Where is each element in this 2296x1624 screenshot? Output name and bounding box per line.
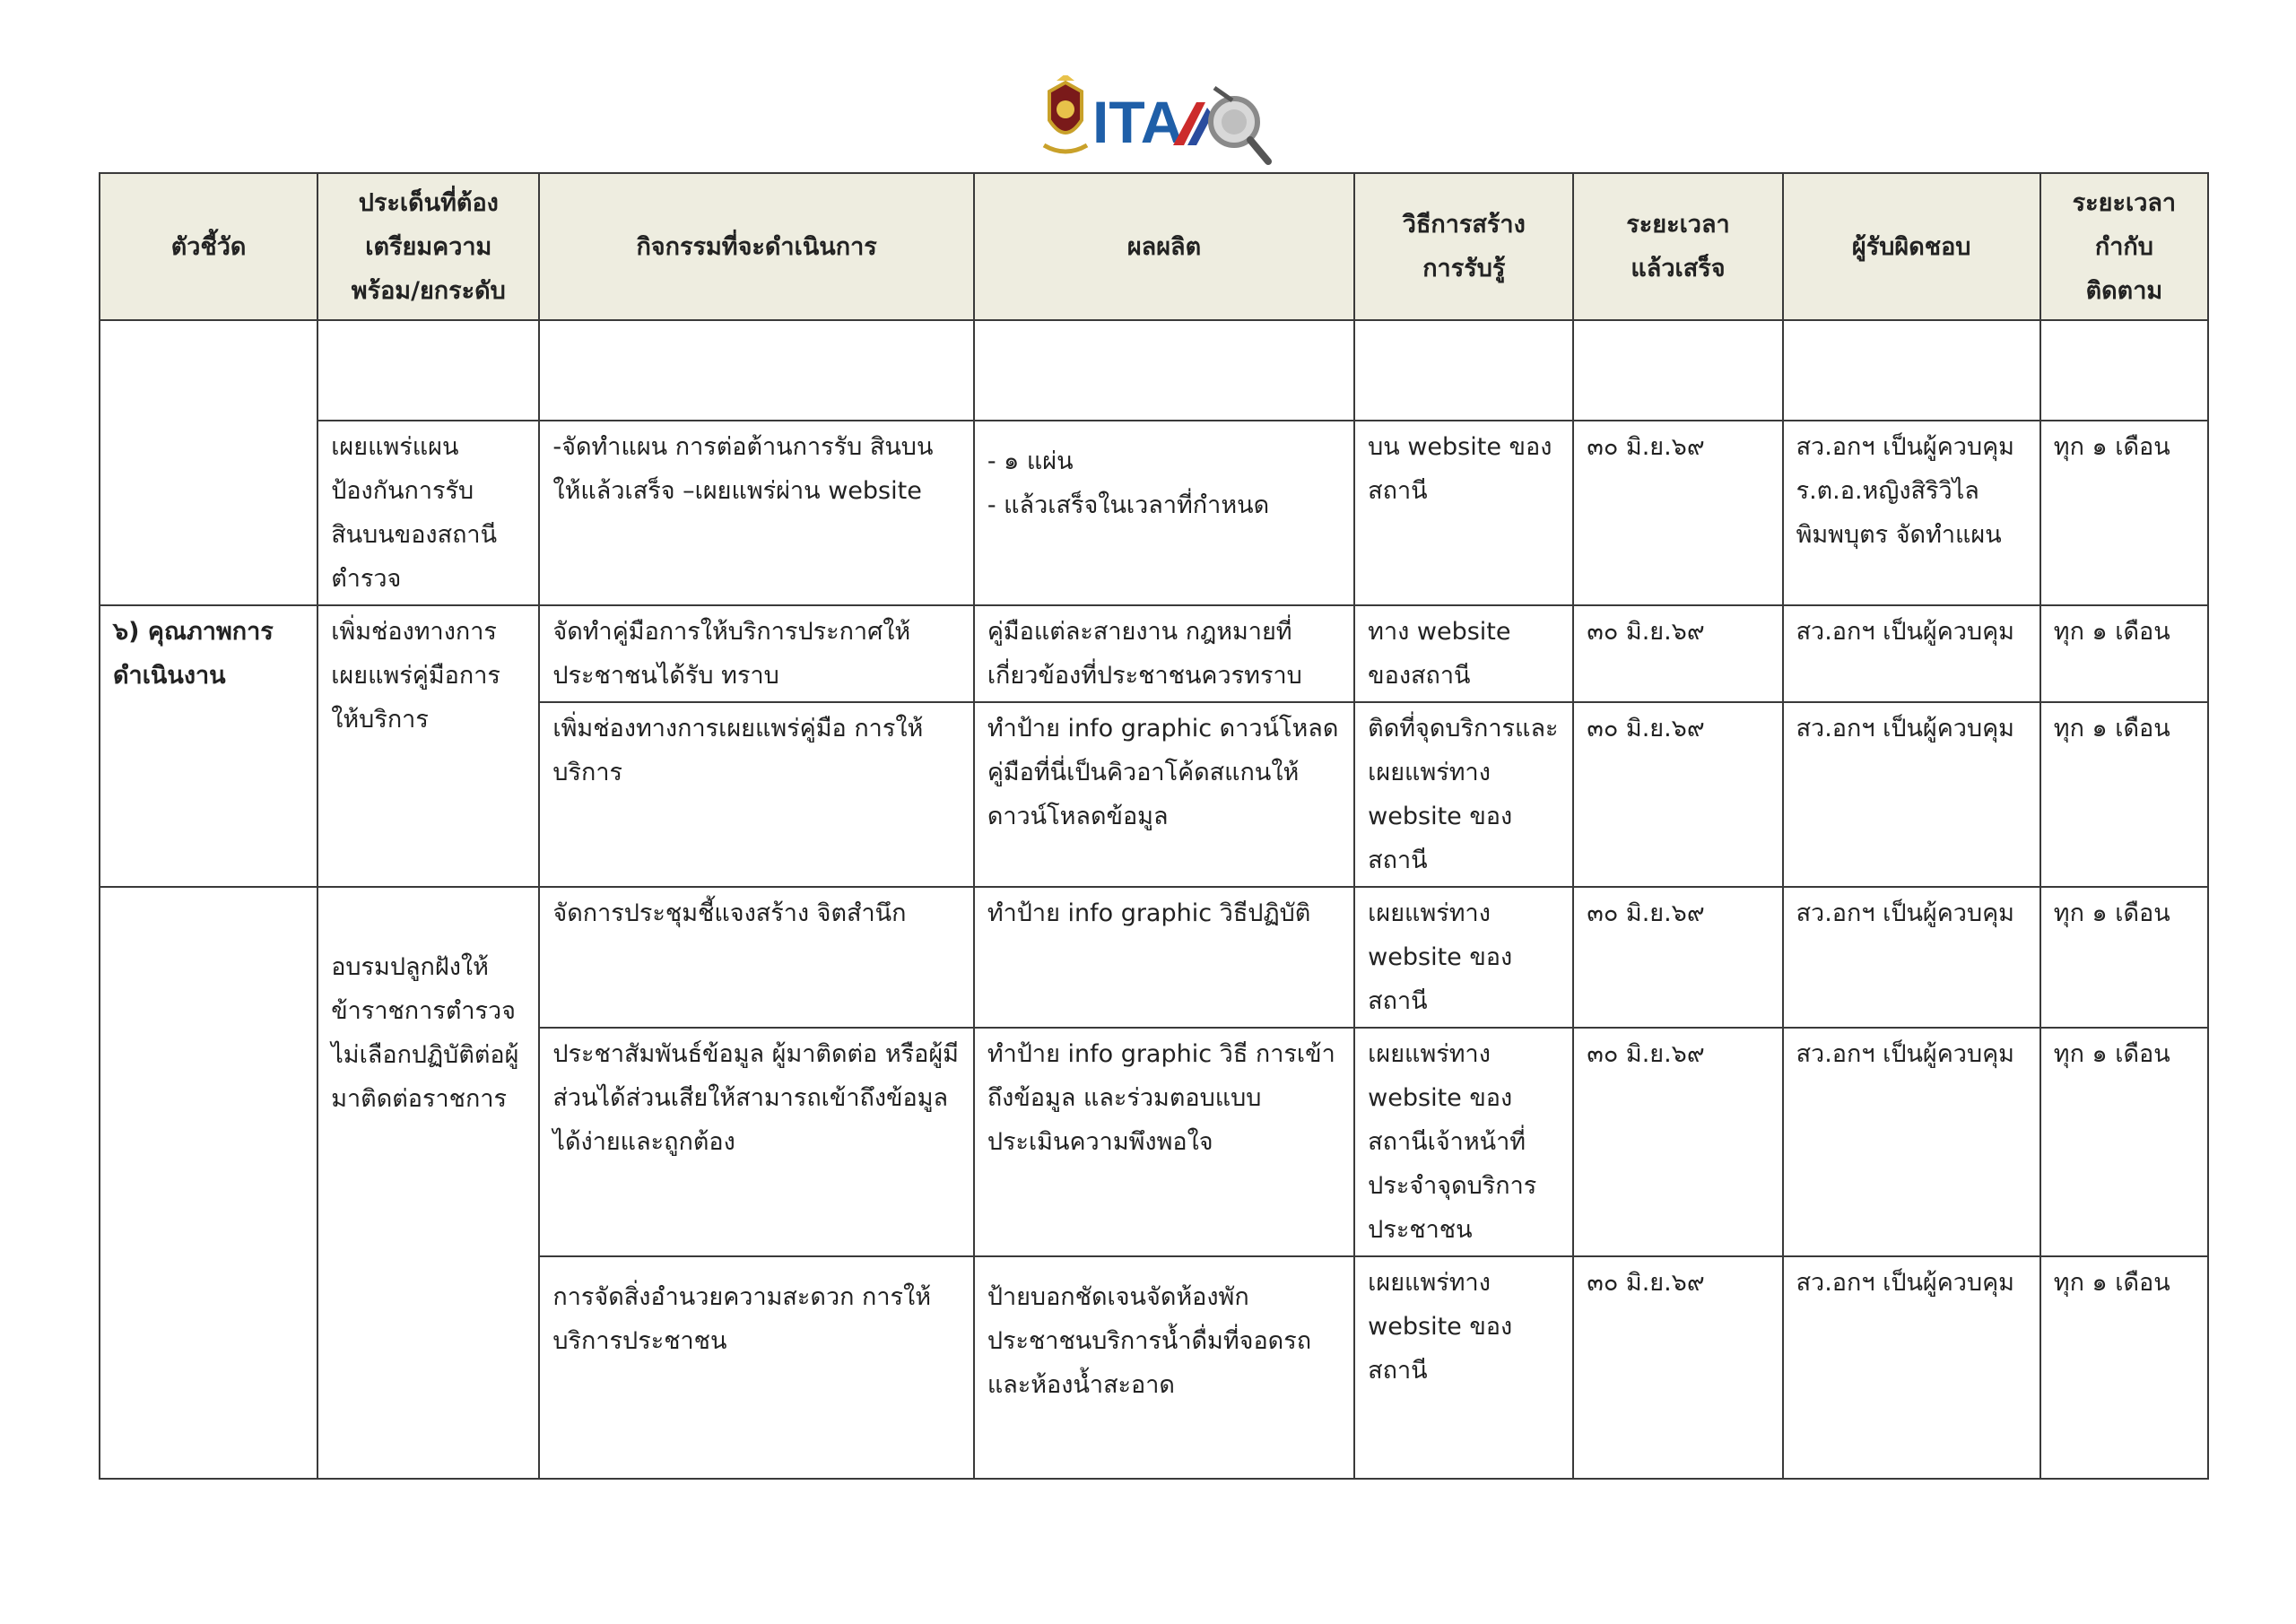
output-cell: ทำป้าย info graphic ดาวน์โหลด คู่มือที่นี่เป็นคิวอาโค้ดสแกนให้ดาวน์โหลดข้อมูล bbox=[974, 702, 1354, 887]
deadline-cell: ๓๐ มิ.ย.๖๙ bbox=[1573, 1028, 1782, 1256]
indicator-cell: ๖) คุณภาพการดำเนินงาน bbox=[100, 605, 317, 887]
method-cell: ทาง website ของสถานี bbox=[1354, 605, 1573, 702]
table-row bbox=[100, 421, 2208, 605]
owner-cell: สว.อกฯ เป็นผู้ควบคุม bbox=[1783, 887, 2040, 1028]
header-method: วิธีการสร้าง การรับรู้ bbox=[1354, 173, 1573, 320]
follow-cell: ทุก ๑ เดือน bbox=[2040, 887, 2208, 1028]
deadline-cell: ๓๐ มิ.ย.๖๙ bbox=[1573, 887, 1782, 1028]
header-row bbox=[100, 173, 2208, 320]
activity-cell bbox=[539, 320, 973, 421]
method-cell: ติดที่จุดบริการและเผยแพร่ทาง website ของสถานี bbox=[1354, 702, 1573, 887]
issue-cell: อบรมปลูกฝังให้ข้าราชการตำรวจไม่เลือกปฏิบัติต่อผู้มาติดต่อราชการ bbox=[317, 887, 539, 1479]
method-cell: เผยแพร่ทาง website ของสถานี bbox=[1354, 887, 1573, 1028]
header-follow-up: ระยะเวลา กำกับ ติดตาม bbox=[2040, 173, 2208, 320]
deadline-cell bbox=[1573, 320, 1782, 421]
output-cell: ทำป้าย info graphic วิธี การเข้าถึงข้อมูล และร่วมตอบแบบประเมินความพึงพอใจ bbox=[974, 1028, 1354, 1256]
method-cell bbox=[1354, 320, 1573, 421]
deadline-cell: ๓๐ มิ.ย.๖๙ bbox=[1573, 702, 1782, 887]
owner-cell: สว.อกฯ เป็นผู้ควบคุม bbox=[1783, 702, 2040, 887]
issue-cell: เผยแพร่แผนป้องกันการรับสินบนของสถานีตำรวจ bbox=[317, 421, 539, 605]
output-line: - ๑ แผ่น bbox=[987, 447, 1074, 475]
method-cell: เผยแพร่ทาง website ของสถานี bbox=[1354, 1256, 1573, 1479]
owner-cell: สว.อกฯ เป็นผู้ควบคุม bbox=[1783, 1028, 2040, 1256]
owner-line: พิมพบุตร จัดทำแผน bbox=[1796, 521, 2002, 549]
activity-cell: เพิ่มช่องทางการเผยแพร่คู่มือ การให้บริการ bbox=[539, 702, 973, 887]
header-issue: ประเด็นที่ต้อง เตรียมความ พร้อม/ยกระดับ bbox=[317, 173, 539, 320]
owner-line: ร.ต.อ.หญิงสิริวิไล bbox=[1796, 477, 1979, 505]
owner-line: สว.อกฯ เป็นผู้ควบคุม bbox=[1796, 433, 2014, 461]
follow-cell: ทุก ๑ เดือน bbox=[2040, 1256, 2208, 1479]
follow-cell: ทุก ๑ เดือน bbox=[2040, 421, 2208, 605]
method-cell: บน website ของสถานี bbox=[1354, 421, 1573, 605]
activity-cell: จัดทำคู่มือการให้บริการประกาศให้ประชาชนได้รับ ทราบ bbox=[539, 605, 973, 702]
owner-cell bbox=[1783, 320, 2040, 421]
follow-cell bbox=[2040, 320, 2208, 421]
police-emblem-icon bbox=[1044, 75, 1087, 152]
table-row bbox=[100, 887, 2208, 1028]
header-indicator: ตัวชี้วัด bbox=[100, 173, 317, 320]
magnifier-icon bbox=[1211, 88, 1268, 161]
output-line: - แล้วเสร็จในเวลาที่กำหนด bbox=[987, 491, 1270, 519]
table-row bbox=[100, 605, 2208, 702]
header-output: ผลผลิต bbox=[974, 173, 1354, 320]
table-row bbox=[100, 320, 2208, 421]
ita-logo bbox=[1030, 75, 1274, 165]
deadline-cell: ๓๐ มิ.ย.๖๙ bbox=[1573, 1256, 1782, 1479]
issue-cell bbox=[317, 320, 539, 421]
output-cell: ทำป้าย info graphic วิธีปฏิบัติ bbox=[974, 887, 1354, 1028]
logo-text: ITA bbox=[1092, 89, 1184, 155]
method-cell: เผยแพร่ทาง website ของสถานีเจ้าหน้าที่ประจำจุดบริการประชาชน bbox=[1354, 1028, 1573, 1256]
indicator-cell bbox=[100, 320, 317, 605]
header-activity: กิจกรรมที่จะดำเนินการ bbox=[539, 173, 973, 320]
deadline-cell: ๓๐ มิ.ย.๖๙ bbox=[1573, 605, 1782, 702]
indicator-cell bbox=[100, 887, 317, 1479]
output-cell bbox=[974, 421, 1354, 605]
owner-cell: สว.อกฯ เป็นผู้ควบคุม bbox=[1783, 1256, 2040, 1479]
output-cell: คู่มือแต่ละสายงาน กฎหมายที่เกี่ยวข้องที่ประชาชนควรทราบ bbox=[974, 605, 1354, 702]
header-owner: ผู้รับผิดชอบ bbox=[1783, 173, 2040, 320]
owner-cell: สว.อกฯ เป็นผู้ควบคุม bbox=[1783, 605, 2040, 702]
deadline-cell: ๓๐ มิ.ย.๖๙ bbox=[1573, 421, 1782, 605]
activity-cell: การจัดสิ่งอำนวยความสะดวก การให้บริการประชาชน bbox=[539, 1256, 973, 1479]
output-cell bbox=[974, 320, 1354, 421]
issue-cell: เพิ่มช่องทางการเผยแพร่คู่มือการให้บริการ bbox=[317, 605, 539, 887]
action-plan-table bbox=[99, 172, 2209, 1480]
follow-cell: ทุก ๑ เดือน bbox=[2040, 702, 2208, 887]
owner-cell bbox=[1783, 421, 2040, 605]
header-deadline: ระยะเวลา แล้วเสร็จ bbox=[1573, 173, 1782, 320]
follow-cell: ทุก ๑ เดือน bbox=[2040, 1028, 2208, 1256]
activity-cell: จัดการประชุมชี้แจงสร้าง จิตสำนึก bbox=[539, 887, 973, 1028]
output-cell: ป้ายบอกชัดเจนจัดห้องพักประชาชนบริการน้ำดื่มที่จอดรถและห้องน้ำสะอาด bbox=[974, 1256, 1354, 1479]
activity-cell: -จัดทำแผน การต่อต้านการรับ สินบนให้แล้วเสร็จ –เผยแพร่ผ่าน website bbox=[539, 421, 973, 605]
follow-cell: ทุก ๑ เดือน bbox=[2040, 605, 2208, 702]
activity-cell: ประชาสัมพันธ์ข้อมูล ผู้มาติดต่อ หรือผู้มีส่วนได้ส่วนเสียให้สามารถเข้าถึงข้อมูลได้ง่ายและถูกต้อง bbox=[539, 1028, 973, 1256]
